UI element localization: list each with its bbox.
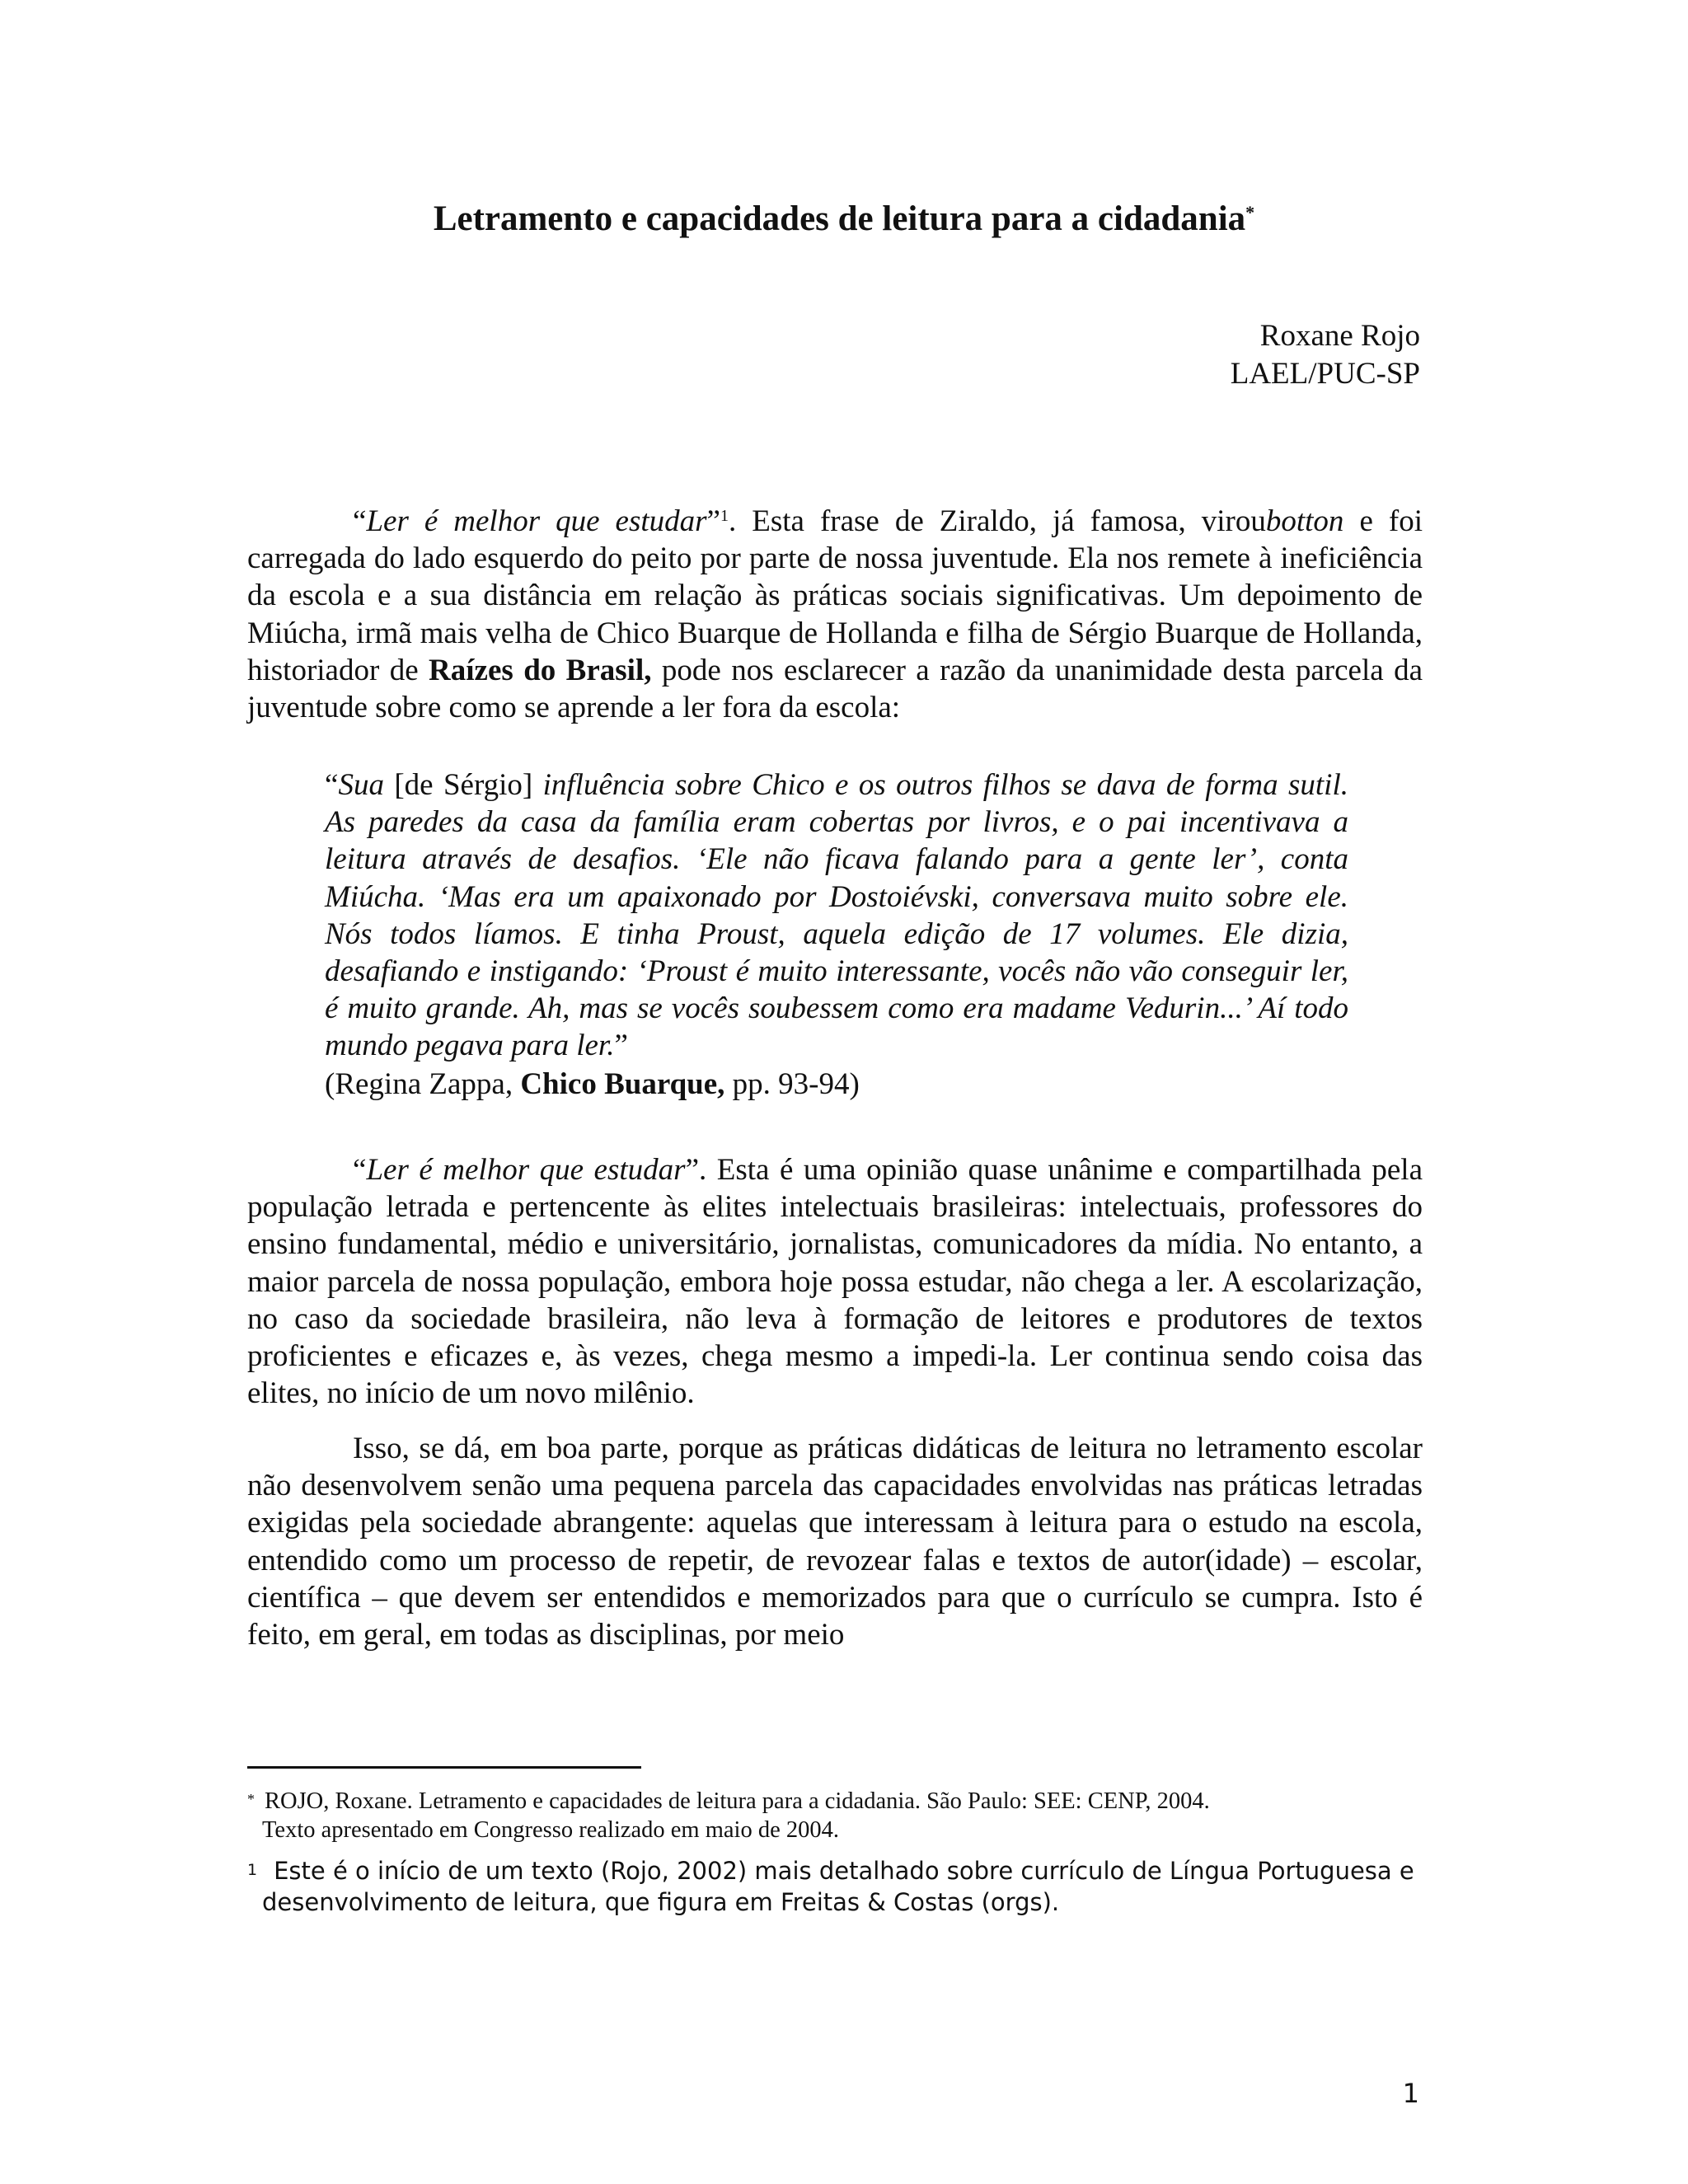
italic-quote: Ler é melhor que estudar [366,504,707,538]
author-name: Roxane Rojo [1259,319,1420,353]
quote-bracket: [de Sérgio] [383,768,543,802]
italic-quote: Ler é melhor que estudar [366,1153,686,1187]
italic-word: botton [1265,504,1344,538]
author-affiliation: LAEL/PUC-SP [1230,357,1420,391]
paragraph-text: ”. Esta é uma opinião quase unânime e compartilhada pela população letrada e pertencente às elites intelectuais brasileiras: intelectuais, professores do ensino fundamental, médio e universitário, jornalistas, comunicadores da mídia. No entanto, a maior parcela de nossa população, embora hoje possa estudar, não chega a ler. A escolarização, no caso da sociedade brasileira, não leva à formação de leitores e produtores de textos proficientes e eficazes e, às vezes, chega mesmo a impedi-la. Ler continua sendo coisa das elites, no início de um novo milênio. [247,1153,1423,1411]
book-title: Raízes do Brasil, [429,653,652,687]
author-block [1231,317,1420,393]
quote-italic: Sua [338,768,384,802]
paragraph-3 [247,1430,1423,1653]
footnote-text: desenvolvimento de leitura, que figura em Freitas & Costas (orgs). [262,1888,1060,1916]
source-pages: pp. 93-94) [724,1067,860,1101]
footnote-separator [247,1766,641,1769]
source-text: (Regina Zappa, [325,1067,521,1101]
paragraph-text: . Esta frase de Ziraldo, já famosa, virou [728,504,1266,538]
open-quote: “ [353,504,367,538]
footnote-mark: * [247,1791,255,1807]
footnote-1 [247,1787,1424,1844]
quote-close: ” [614,1029,628,1063]
title-text: Letramento e capacidades de leitura para a cidadania [433,199,1246,238]
source-title: Chico Buarque, [520,1067,725,1101]
page-number: 1 [1402,2078,1419,2109]
paragraph-text: Isso, se dá, em boa parte, porque as práticas didáticas de leitura no letramento escolar não desenvolvem senão uma pequena parcela das capacidades envolvidas nas práticas letradas exigidas pela sociedade abrangente: aquelas que interessam à leitura para o estudo na escola, entendido como um processo de repetir, de revozear falas e textos de autor(idade) – escolar, científica – que devem ser entendidos e memorizados para que o currículo se cumpra. Isto é feito, em geral, em todas as disciplinas, por meio [247,1432,1423,1652]
paragraph-text: e foi carregada do lado esquerdo do peito por parte de nossa juventude. Ela nos remete à ineficiência da escola e a sua distância em relação às práticas sociais significativas. Um depoimento de Miúcha, irmã mais velha de Chico Buarque de Hollanda e filha de Sérgio Buarque de Hollanda, historiador de [247,504,1423,687]
quote-source [325,1066,860,1103]
footnote-text: Este é o início de um texto (Rojo, 2002) mais detalhado sobre currículo de Língua Portuguesa e [274,1857,1414,1885]
page-title [0,196,1688,242]
footnote-ref-1[interactable]: 1 [720,507,729,525]
footnote-2 [247,1855,1424,1918]
quote-open: “ [325,768,339,802]
open-quote: “ [353,1153,367,1187]
footnote-text: Texto apresentado em Congresso realizado em maio de 2004. [262,1817,839,1843]
close-quote: ” [706,504,720,538]
title-footnote-mark: * [1245,202,1255,223]
paragraph-text: pode nos esclarecer a razão da unanimidade desta parcela da juventude sobre como se aprende a ler fora da escola: [247,653,1423,725]
quote-italic: influência sobre Chico e os outros filhos se dava de forma sutil. As paredes da casa da família eram cobertas por livros, e o pai incentivava a leitura através de desafios. ‘Ele não ficava falando para a gente ler’, conta Miúcha. ‘Mas era um apaixonado por Dostoiévski, conversava muito sobre ele. Nós todos líamos. E tinha Proust, aquela edição de 17 volumes. Ele dizia, desafiando e instigando: ‘Proust é muito interessante, vocês não vão conseguir ler, é muito grande. Ah, mas se vocês soubessem como era madame Vedurin...’ Aí todo mundo pegava para ler. [325,768,1348,1063]
block-quote [325,766,1348,1065]
paragraph-1 [247,503,1423,726]
paragraph-2 [247,1151,1423,1412]
footnote-text: ROJO, Roxane. Letramento e capacidades de leitura para a cidadania. São Paulo: SEE: CENP, 2004. [265,1788,1210,1814]
footnote-mark: 1 [247,1861,258,1879]
